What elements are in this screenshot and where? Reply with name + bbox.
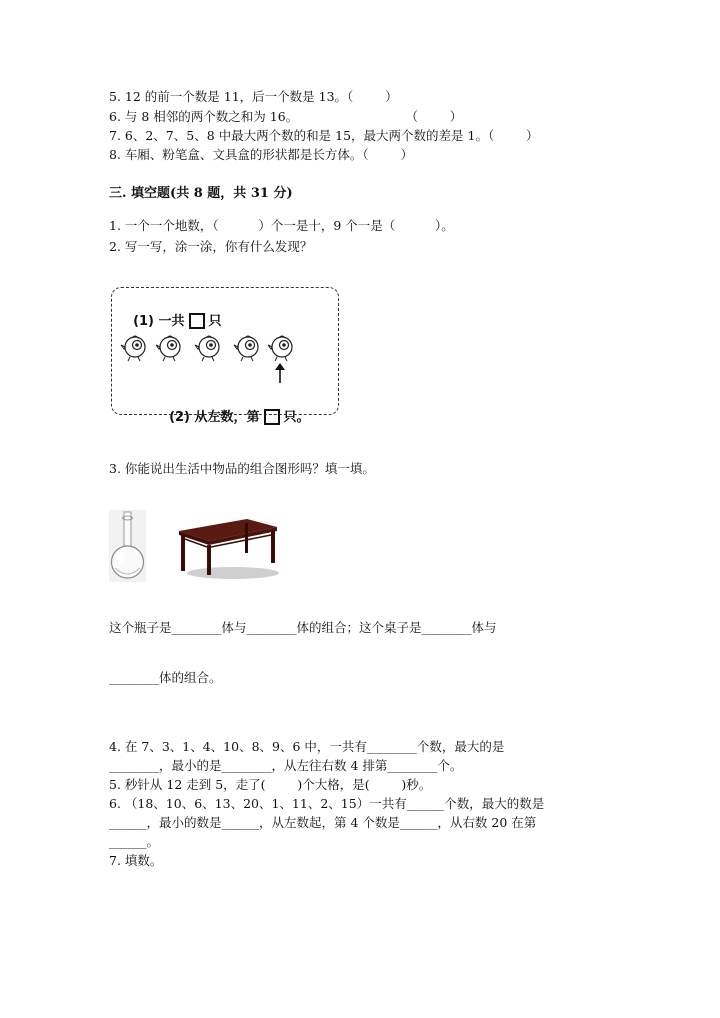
- chick-icon: [231, 330, 263, 362]
- question-2: 2. 写一写，涂一涂，你有什么发现？: [109, 239, 313, 254]
- answer-box-icon: [189, 313, 205, 329]
- answer-box-icon: [264, 409, 280, 425]
- question-5: 5. 秒针从 12 走到 5，走了( )个大格，是( )秒。: [109, 777, 432, 792]
- question-3: 3. 你能说出生活中物品的组合图形吗？填一填。: [109, 461, 375, 476]
- table-image: [175, 515, 279, 579]
- question-6-line-3: ______。: [109, 834, 160, 849]
- figure-line-1: [124, 295, 222, 329]
- judgment-item-6: 6. 与 8 相邻的两个数之和为 16。 （ ）: [109, 109, 463, 124]
- judgment-item-8: 8. 车厢、粉笔盒、文具盒的形状都是长方体。（ ）: [109, 147, 413, 162]
- question-4-line-2: ________，最小的是________，从左往右数 4 排第________个。: [109, 758, 463, 773]
- question-1: 1. 一个一个地数，（ ）个一是十，9 个一是（ ）。: [109, 218, 454, 233]
- chick-icon: [153, 330, 185, 362]
- figure-line-1-suffix: 只: [208, 314, 222, 329]
- judgment-item-5: 5. 12 的前一个数是 11，后一个数是 13。（ ）: [109, 89, 398, 104]
- chick-icon: [265, 330, 297, 362]
- section-3-heading: 三. 填空题(共 8 题，共 31 分): [109, 186, 293, 201]
- question-4-line-1: 4. 在 7、3、1、4、10、8、9、6 中，一共有________个数，最大的是: [109, 739, 505, 754]
- question-6-line-1: 6. （18、10、6、13、20、1、11、2、15）一共有______个数，最大的数是: [109, 796, 545, 811]
- figure-line-2-prefix: (2) 从左数，第: [169, 410, 260, 425]
- question-7: 7. 填数。: [109, 853, 163, 868]
- question-3-answer-line-1: 这个瓶子是________体与________体的组合；这个桌子是________体与: [109, 620, 497, 635]
- question-6-line-2: ______，最小的数是______，从左数起，第 4 个数是______，从右数 20 在第: [109, 815, 537, 830]
- figure-line-1-prefix: (1) 一共: [133, 314, 185, 329]
- figure-line-2-suffix: 只。: [283, 410, 310, 425]
- question-3-answer-line-2: ________体的组合。: [109, 670, 222, 685]
- chick-icon: [118, 330, 150, 362]
- up-arrow-icon: [273, 362, 287, 384]
- figure-line-2: [160, 391, 310, 425]
- judgment-item-7: 7. 6、2、7、5、8 中最大两个数的和是 15，最大两个数的差是 1。（ ）: [109, 128, 539, 143]
- flask-image: [109, 510, 146, 582]
- chick-icon: [192, 330, 224, 362]
